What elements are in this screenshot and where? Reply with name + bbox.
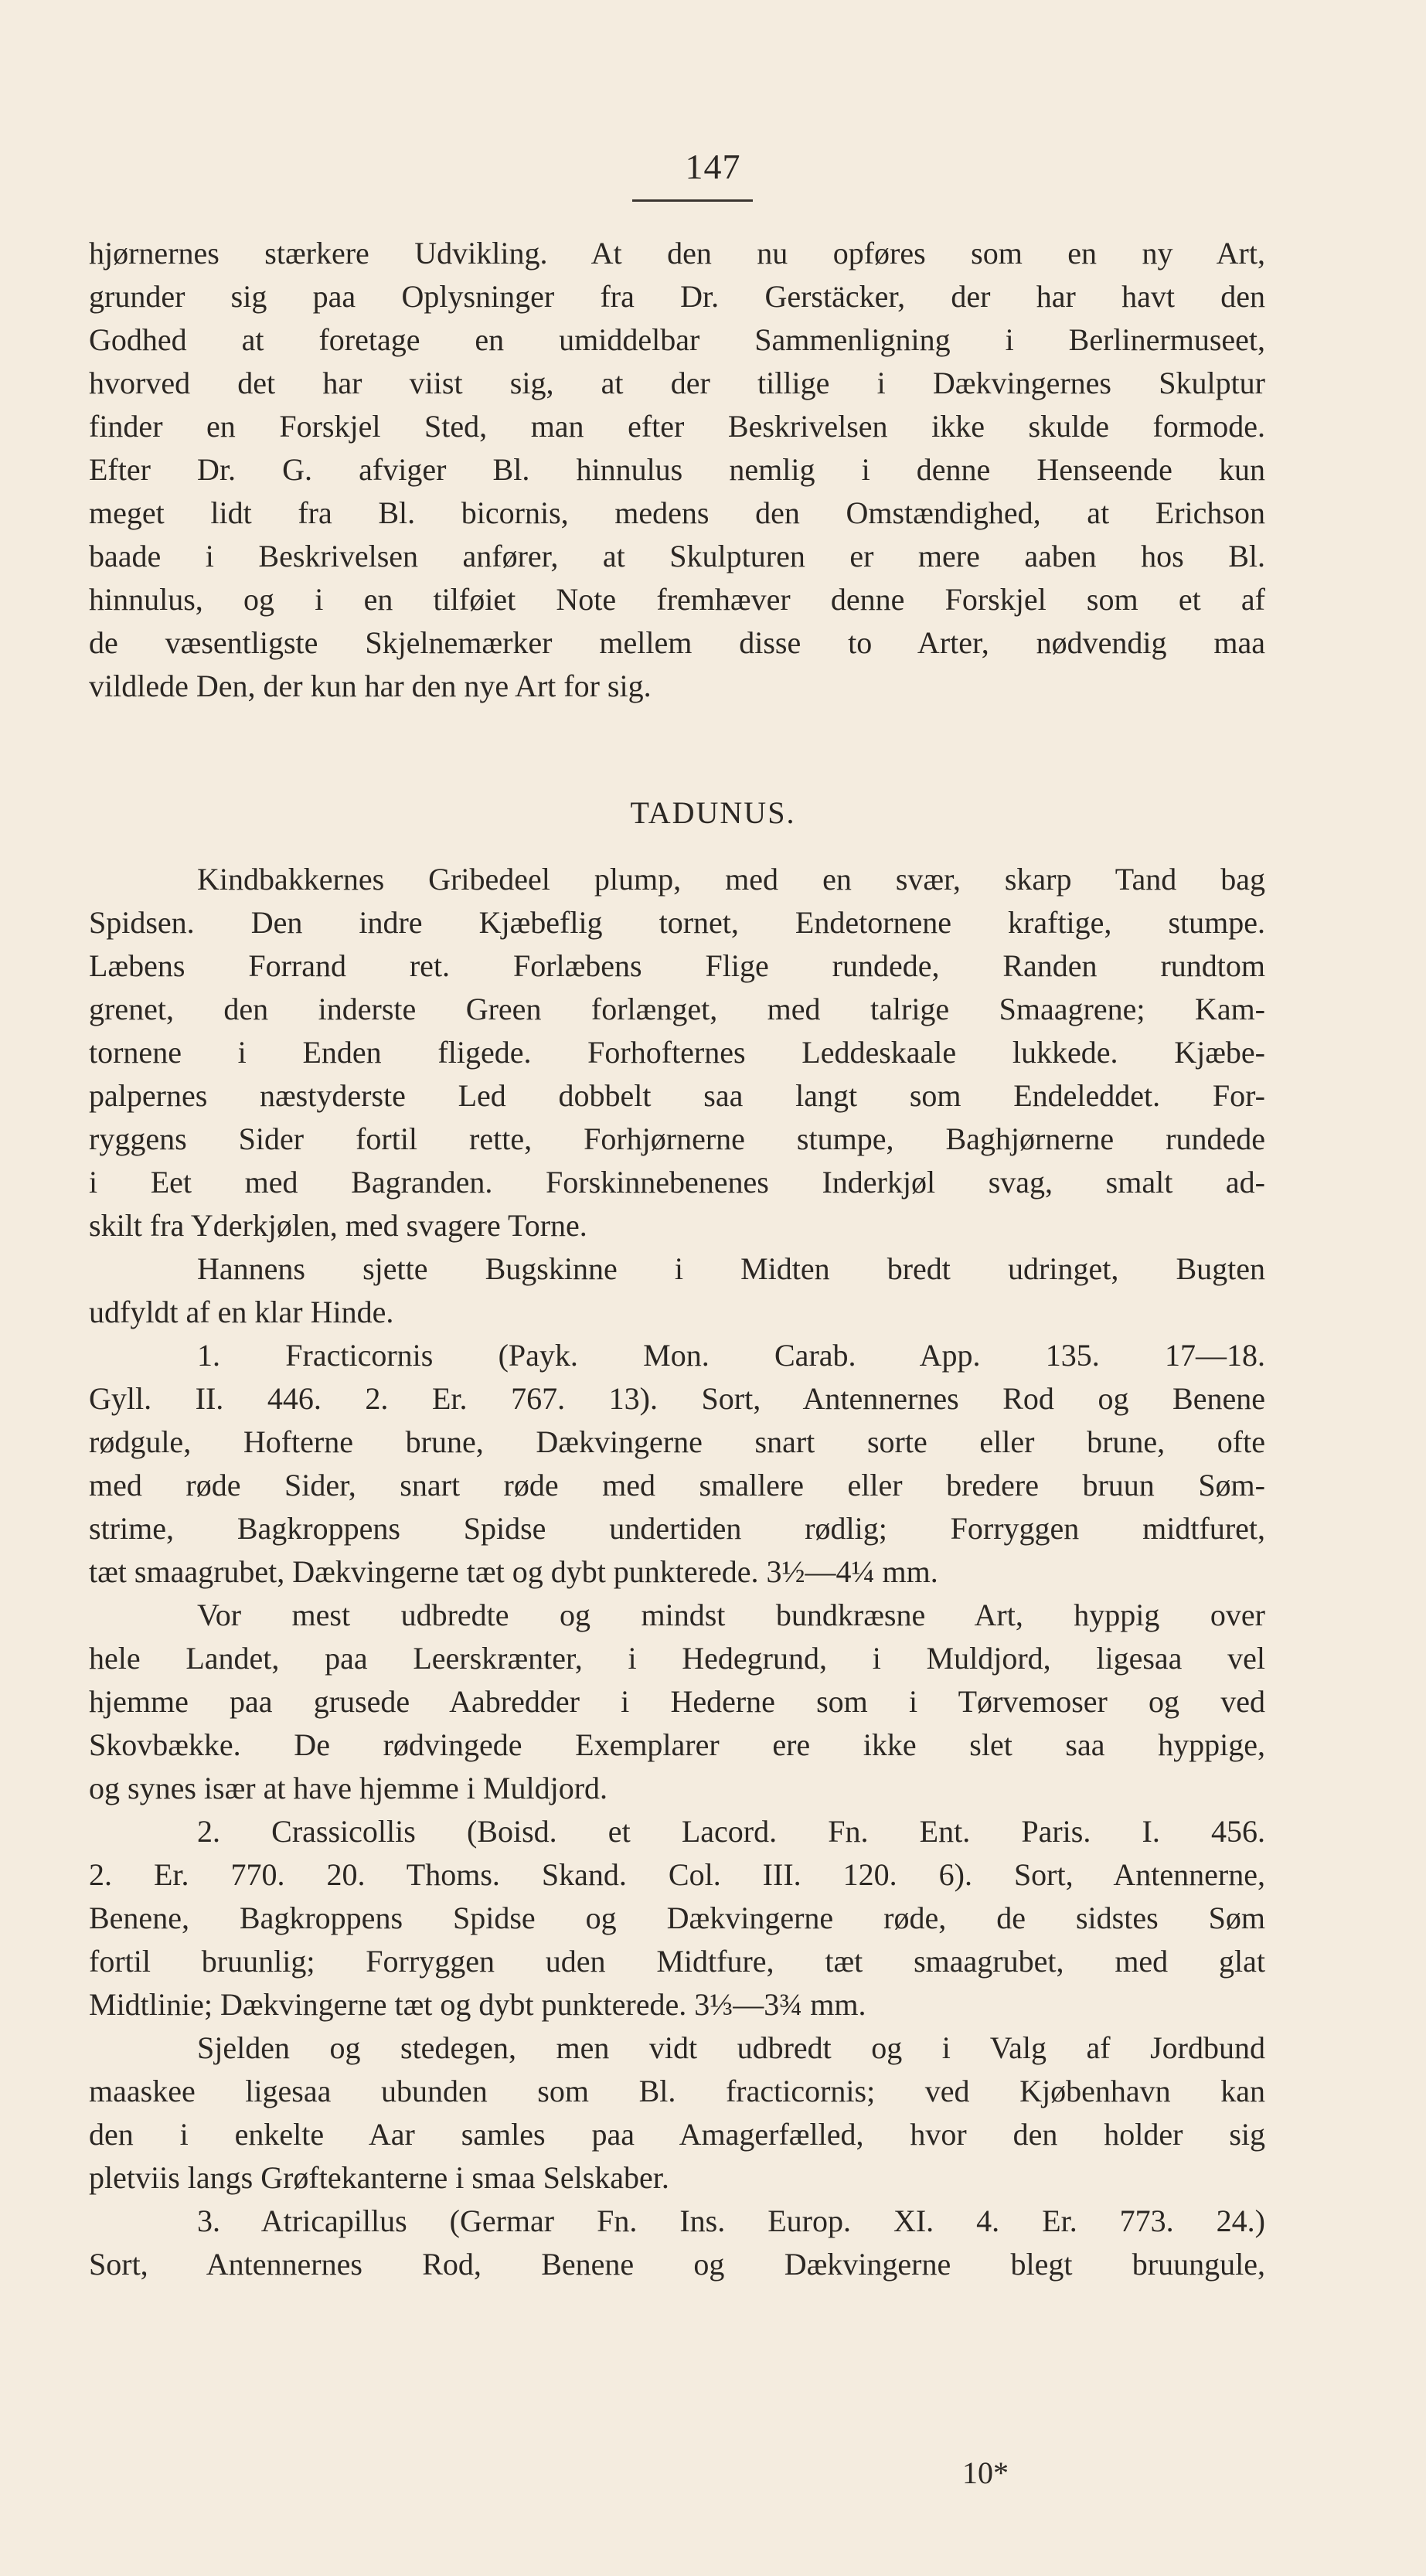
- text-line: baade i Beskrivelsen anfører, at Skulpturen er mere aaben hos Bl.: [89, 539, 1265, 573]
- text-line: 3. Atricapillus (Germar Fn. Ins. Europ. XI. 4. Er. 773. 24.): [197, 2203, 1265, 2238]
- species-1-habitat: [89, 1594, 1265, 1810]
- text-line: hinnulus, og i en tilføiet Note fremhæver denne Forskjel som et af: [89, 582, 1265, 617]
- text-line: vildlede Den, der kun har den nye Art for sig.: [89, 669, 652, 703]
- text-line: Gyll. II. 446. 2. Er. 767. 13). Sort, Antennernes Rod og Benene: [89, 1381, 1265, 1416]
- species-2-paragraph: [89, 1810, 1265, 2026]
- text-line: skilt fra Yderkjølen, med svagere Torne.: [89, 1208, 587, 1243]
- text-line: Efter Dr. G. afviger Bl. hinnulus nemlig i denne Henseende kun: [89, 452, 1265, 487]
- page-number: 147: [685, 147, 741, 186]
- text-line: tornene i Enden fligede. Forhofternes Leddeskaale lukkede. Kjæbe-: [89, 1035, 1265, 1070]
- text-line: hele Landet, paa Leerskrænter, i Hedegrund, i Muldjord, ligesaa vel: [89, 1641, 1265, 1676]
- text-line: hjemme paa grusede Aabredder i Hederne som i Tørvemoser og ved: [89, 1684, 1265, 1719]
- text-line: Benene, Bagkroppens Spidse og Dækvingerne røde, de sidstes Søm: [89, 1901, 1265, 1935]
- signature-mark: 10*: [962, 2455, 1009, 2490]
- text-line: de væsentligste Skjelnemærker mellem disse to Arter, nødvendig maa: [89, 625, 1265, 660]
- text-line: Vor mest udbredte og mindst bundkræsne Art, hyppig over: [197, 1598, 1265, 1632]
- text-line: palpernes næstyderste Led dobbelt saa langt som Endeleddet. For-: [89, 1078, 1265, 1113]
- text-line: fortil bruunlig; Forryggen uden Midtfure, tæt smaagrubet, med glat: [89, 1944, 1265, 1979]
- text-line: rødgule, Hofterne brune, Dækvingerne snart sorte eller brune, ofte: [89, 1424, 1265, 1459]
- text-line: Sort, Antennernes Rod, Benene og Dækvingerne blegt bruungule,: [89, 2247, 1265, 2282]
- text-line: maaskee ligesaa ubunden som Bl. fracticornis; ved Kjøbenhavn kan: [89, 2074, 1265, 2108]
- text-line: Kindbakkernes Gribedeel plump, med en svær, skarp Tand bag: [197, 862, 1265, 897]
- paragraph-1: [89, 232, 1265, 708]
- text-line: 2. Crassicollis (Boisd. et Lacord. Fn. Ent. Paris. I. 456.: [197, 1814, 1265, 1849]
- text-line: tæt smaagrubet, Dækvingerne tæt og dybt punkterede. 3½—4¼ mm.: [89, 1554, 938, 1589]
- text-line: hjørnernes stærkere Udvikling. At den nu opføres som en ny Art,: [89, 236, 1265, 271]
- text-line: 1. Fracticornis (Payk. Mon. Carab. App. 135. 17—18.: [197, 1338, 1265, 1373]
- text-line: den i enkelte Aar samles paa Amagerfælled, hvor den holder sig: [89, 2117, 1265, 2152]
- species-3-paragraph: [89, 2200, 1265, 2286]
- text-line: pletviis langs Grøftekanterne i smaa Selskaber.: [89, 2160, 669, 2195]
- text-line: Sjelden og stedegen, men vidt udbredt og i Valg af Jordbund: [197, 2030, 1265, 2065]
- paragraph-3: [89, 1247, 1265, 1334]
- text-line: og synes især at have hjemme i Muldjord.: [89, 1771, 608, 1805]
- text-line: hvorved det har viist sig, at der tillige i Dækvingernes Skulptur: [89, 366, 1265, 400]
- text-line: Spidsen. Den indre Kjæbeflig tornet, Endetornene kraftige, stumpe.: [89, 905, 1265, 940]
- text-line: Godhed at foretage en umiddelbar Sammenligning i Berlinermuseet,: [89, 322, 1265, 357]
- text-line: Midtlinie; Dækvingerne tæt og dybt punkterede. 3⅓—3¾ mm.: [89, 1987, 866, 2022]
- text-line: ryggens Sider fortil rette, Forhjørnerne stumpe, Baghjørnerne rundede: [89, 1121, 1265, 1156]
- text-line: Hannens sjette Bugskinne i Midten bredt udringet, Bugten: [197, 1251, 1265, 1286]
- text-line: udfyldt af en klar Hinde.: [89, 1295, 394, 1329]
- section-heading: TADUNUS.: [630, 795, 796, 830]
- text-line: grunder sig paa Oplysninger fra Dr. Gerstäcker, der har havt den: [89, 279, 1265, 314]
- text-line: i Eet med Bagranden. Forskinnebenenes Inderkjøl svag, smalt ad-: [89, 1165, 1265, 1200]
- species-1-paragraph: [89, 1334, 1265, 1594]
- paragraph-2: [89, 858, 1265, 1247]
- species-2-habitat: [89, 2026, 1265, 2200]
- text-line: Læbens Forrand ret. Forlæbens Flige rundede, Randen rundtom: [89, 948, 1265, 983]
- text-line: 2. Er. 770. 20. Thoms. Skand. Col. III. 120. 6). Sort, Antennerne,: [89, 1857, 1265, 1892]
- text-line: grenet, den inderste Green forlænget, med talrige Smaagrene; Kam-: [89, 992, 1265, 1026]
- text-line: meget lidt fra Bl. bicornis, medens den Omstændighed, at Erichson: [89, 495, 1265, 530]
- text-line: med røde Sider, snart røde med smallere eller bredere bruun Søm-: [89, 1468, 1265, 1502]
- page-number-rule: [632, 199, 753, 202]
- text-line: Skovbække. De rødvingede Exemplarer ere ikke slet saa hyppige,: [89, 1727, 1265, 1762]
- text-line: strime, Bagkroppens Spidse undertiden rødlig; Forryggen midtfuret,: [89, 1511, 1265, 1546]
- text-line: finder en Forskjel Sted, man efter Beskrivelsen ikke skulde formode.: [89, 409, 1265, 444]
